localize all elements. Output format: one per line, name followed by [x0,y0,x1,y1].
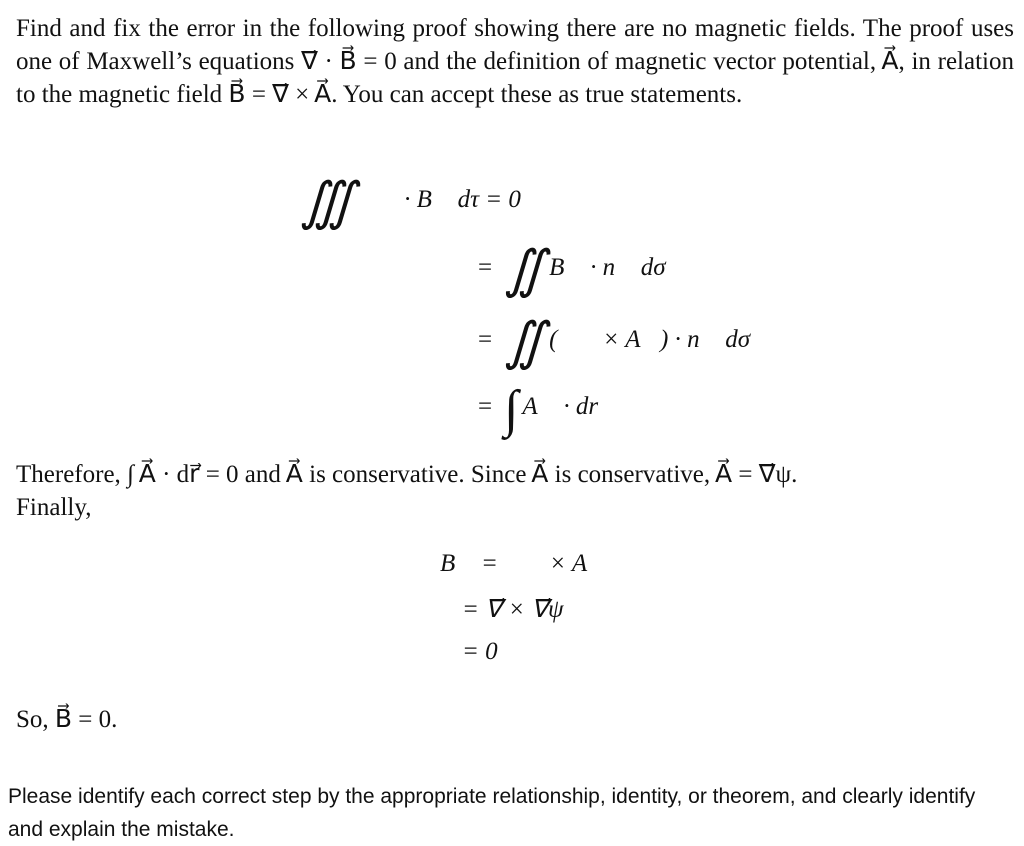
equation-volume-integral [300,172,521,232]
conclusion: So, B⃗ = 0. [16,706,118,733]
equation-b-curl-a: B⃗ = ∇⃗ × A⃗ [440,550,607,577]
problem-statement: Find and fix the error in the following proof showing there are no magnetic fields. The proof uses one of Maxwell’s equations ∇⃗ · B⃗ = 0 and the definition of magnetic vector potential, A⃗, in relation to the magnetic field B⃗ = ∇⃗ × A⃗. You can accept these as true statements. [16,15,1014,108]
double-integral-symbol: ∬ [504,314,540,371]
triple-integral-symbol: ∭ [300,174,349,231]
equation-surface-integral [478,240,666,300]
equation-text: (∇⃗ × A⃗) · n⃗ dσ [549,326,751,353]
equation-zero: = 0 [462,638,498,665]
integral-symbol: ∫ [504,381,513,438]
equation-curl-grad: = ∇⃗ × ∇⃗ψ [462,596,564,623]
equation-curl-surface-integral [478,312,750,372]
equation-text: ∇⃗ · B⃗ dτ = 0 [358,186,521,213]
instruction-text: Please identify each correct step by the appropriate relationship, identity, or theorem, and clearly identify and explain the mistake. [8,785,976,841]
finally-label: Finally, [16,494,92,521]
equals-sign: = [478,393,493,420]
double-integral-symbol: ∬ [504,242,540,299]
equation-text: A⃗ · dr⃗ [522,393,618,420]
equation-line-integral [478,380,618,439]
equals-sign: = [478,254,493,281]
equals-sign: = [478,326,493,353]
therefore-statement: Therefore, ∫ A⃗ · dr⃗ = 0 and A⃗ is conservative. Since A⃗ is conservative, A⃗ = ∇⃗ψ. [16,461,798,488]
equation-text: B⃗ · n⃗ dσ [549,254,666,281]
